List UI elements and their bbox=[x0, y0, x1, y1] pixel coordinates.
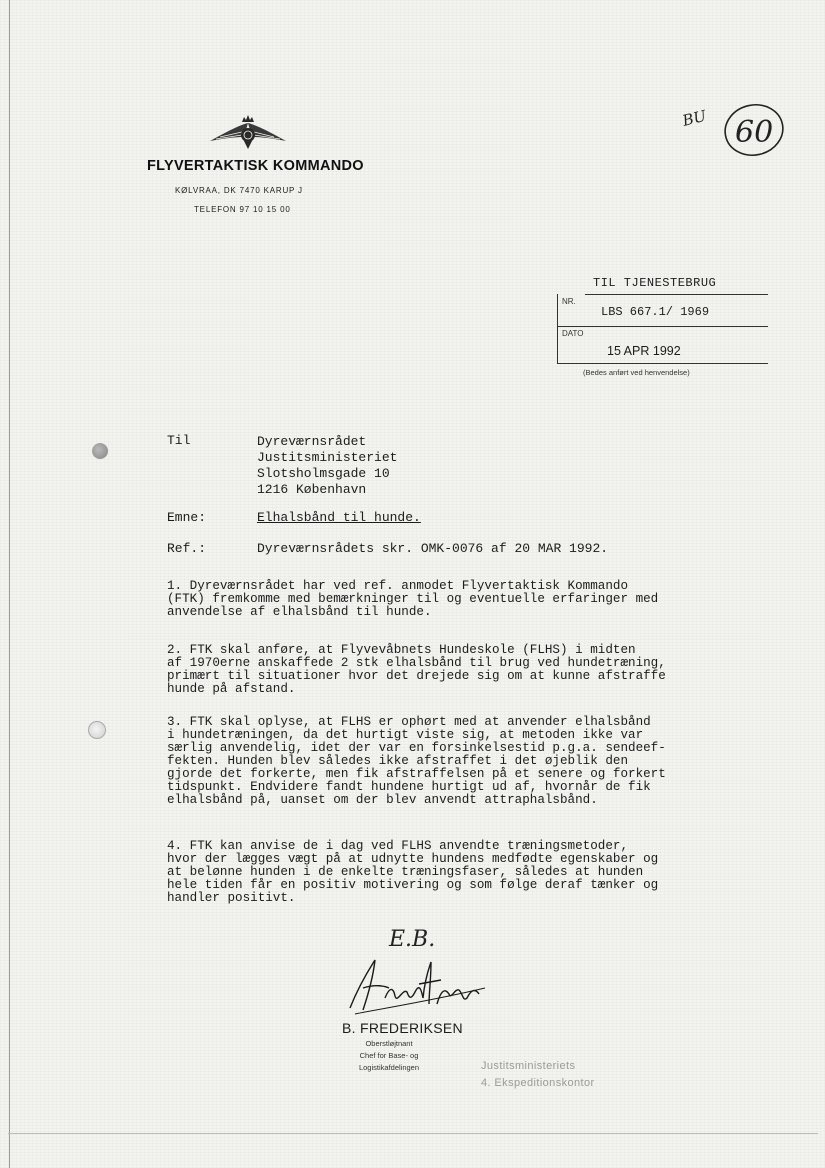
paragraph-line: primært til situationer hvor det drejede sig om at kunne afstraffe bbox=[167, 669, 666, 683]
body-paragraph-2 bbox=[167, 644, 757, 696]
signer-title-line: Chef for Base- og bbox=[359, 1051, 419, 1060]
paragraph-line: 1. Dyreværnsrådet har ved ref. anmodet Flyvertaktisk Kommando bbox=[167, 579, 629, 593]
ref-value: Dyreværnsrådets skr. OMK-0076 af 20 MAR 1992. bbox=[257, 541, 609, 556]
paragraph-line: tidspunkt. Endvidere fandt hundene hurtigt ud af, hvornår de fik bbox=[167, 780, 651, 794]
signer-name: B. FREDERIKSEN bbox=[342, 1020, 463, 1036]
organization-address: KØLVRAA, DK 7470 KARUP J bbox=[175, 186, 303, 195]
scan-edge-line bbox=[9, 0, 10, 1168]
ref-box-top-rule bbox=[585, 294, 768, 295]
body-paragraph-3 bbox=[167, 716, 757, 807]
paragraph-line: anvendelse af elhalsbånd til hunde. bbox=[167, 605, 432, 619]
punch-hole bbox=[88, 721, 106, 739]
stamp-line: 4. Ekspeditionskontor bbox=[481, 1077, 595, 1089]
recipient-address bbox=[257, 434, 397, 498]
paragraph-line: 4. FTK kan anvise de i dag ved FLHS anvendte træningsmetoder, bbox=[167, 839, 629, 853]
winged-crown-emblem-icon bbox=[208, 113, 288, 151]
paragraph-line: hunde på afstand. bbox=[167, 682, 296, 696]
recipient-line: Slotsholmsgade 10 bbox=[257, 466, 390, 481]
ref-box-bottom-rule bbox=[557, 363, 768, 364]
paragraph-line: hvor der lægges vægt på at udnytte hundens medfødte egenskaber og bbox=[167, 852, 659, 866]
nr-value: LBS 667.1/ 1969 bbox=[601, 305, 710, 319]
paragraph-line: fekten. Hunden blev således ikke afstraffet i det øjeblik den bbox=[167, 754, 629, 768]
dato-value: 15 APR 1992 bbox=[607, 344, 681, 358]
reference-note: (Bedes anført ved henvendelse) bbox=[583, 368, 690, 377]
handwritten-mark-number: 60 bbox=[735, 115, 774, 150]
handwritten-signature bbox=[345, 948, 495, 1023]
ref-box-left-rule bbox=[557, 294, 558, 364]
paragraph-line: særlig anvendelig, idet der var en forsinkelsestid p.g.a. sendeef- bbox=[167, 741, 666, 755]
paragraph-line: (FTK) fremkomme med bemærkninger til og eventuelle erfaringer med bbox=[167, 592, 659, 606]
classification-label: TIL TJENESTEBRUG bbox=[593, 276, 717, 290]
punch-hole bbox=[92, 443, 108, 459]
stamp-line: Justitsministeriets bbox=[481, 1060, 576, 1072]
paragraph-line: i hundetræningen, da det hurtigt viste sig, at metoden ikke var bbox=[167, 728, 644, 742]
recipient-line: Dyreværnsrådet bbox=[257, 434, 367, 449]
initials-text: E.B. bbox=[389, 927, 436, 952]
organization-name: FLYVERTAKTISK KOMMANDO bbox=[147, 158, 364, 174]
recipient-line: 1216 København bbox=[257, 482, 367, 497]
signer-title-line: Oberstløjtnant bbox=[365, 1039, 413, 1048]
organization-phone: TELEFON 97 10 15 00 bbox=[194, 205, 291, 214]
paragraph-line: hele tiden får en positiv motivering og som følge deraf tænker og bbox=[167, 878, 659, 892]
paragraph-line: elhalsbånd på, uanset om der blev anvendt attraphalsbånd. bbox=[167, 793, 598, 807]
scan-bottom-edge bbox=[8, 1133, 818, 1134]
ref-label: Ref.: bbox=[167, 541, 207, 556]
paragraph-line: 2. FTK skal anføre, at Flyvevåbnets Hundeskole (FLHS) i midten bbox=[167, 643, 636, 657]
recipient-label: Til bbox=[167, 433, 191, 448]
dato-label: DATO bbox=[562, 329, 584, 338]
paragraph-line: af 1970erne anskaffede 2 stk elhalsbånd til brug ved hundetræning, bbox=[167, 656, 666, 670]
handwritten-mark-text: BU bbox=[680, 106, 708, 130]
paragraph-line: gjorde det forkerte, men fik afstraffelsen på et senere og forkert bbox=[167, 767, 666, 781]
paragraph-line: 3. FTK skal oplyse, at FLHS er ophørt med at anvender elhalsbånd bbox=[167, 715, 651, 729]
body-paragraph-1 bbox=[167, 580, 757, 619]
subject-value: Elhalsbånd til hunde. bbox=[257, 510, 421, 525]
subject-label: Emne: bbox=[167, 510, 207, 525]
recipient-line: Justitsministeriet bbox=[257, 450, 398, 465]
signer-title-line: Logistikafdelingen bbox=[358, 1063, 420, 1072]
handwritten-archive-mark bbox=[680, 96, 790, 160]
ref-box-mid-rule bbox=[557, 326, 768, 327]
body-paragraph-4 bbox=[167, 840, 757, 905]
paragraph-line: handler positivt. bbox=[167, 891, 296, 905]
nr-label: NR. bbox=[562, 297, 576, 306]
paragraph-line: at belønne hunden i de enkelte træningsfaser, således at hunden bbox=[167, 865, 644, 879]
